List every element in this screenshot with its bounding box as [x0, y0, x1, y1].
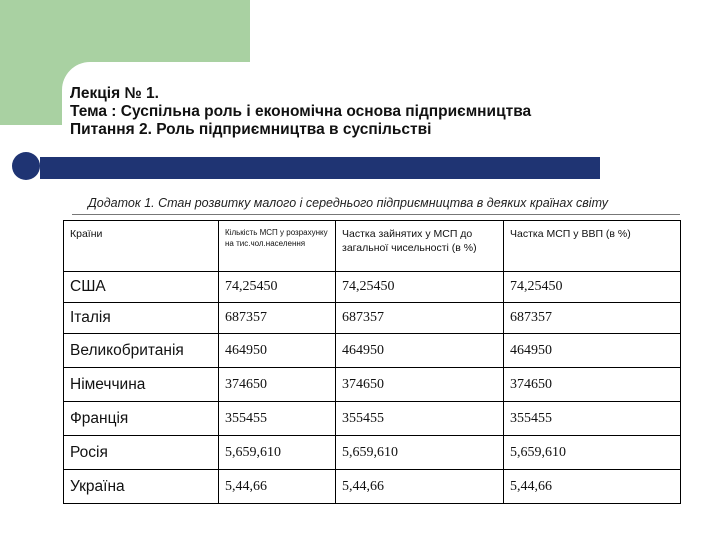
decorative-bar — [40, 157, 600, 179]
question-line: Питання 2. Роль підприємництва в суспільстві — [70, 121, 432, 138]
header-employment-share: Частка зайнятих у МСП до загальної чисельності (в %) — [336, 221, 504, 272]
gdp-share-cell: 464950 — [504, 334, 681, 368]
sme-count-cell: 5,659,610 — [219, 436, 336, 470]
lecture-number-line: Лекція № 1. — [70, 85, 159, 102]
header-gdp-share: Частка МСП у ВВП (в %) — [504, 221, 681, 272]
employment-share-cell: 687357 — [336, 303, 504, 334]
topic-line: Тема : Суспільна роль і економічна основа підприємництва — [70, 103, 532, 120]
table-row — [64, 470, 681, 504]
country-cell: Німеччина — [64, 368, 219, 402]
sme-statistics-table — [63, 220, 681, 504]
gdp-share-cell: 5,44,66 — [504, 470, 681, 504]
sme-count-cell: 355455 — [219, 402, 336, 436]
table-header-row — [64, 221, 681, 272]
decorative-circle — [12, 152, 40, 180]
gdp-share-cell: 687357 — [504, 303, 681, 334]
sme-count-cell: 374650 — [219, 368, 336, 402]
appendix-divider — [72, 214, 680, 215]
table-row — [64, 303, 681, 334]
country-cell: Великобританія — [64, 334, 219, 368]
employment-share-cell: 355455 — [336, 402, 504, 436]
country-cell: Італія — [64, 303, 219, 334]
employment-share-cell: 374650 — [336, 368, 504, 402]
employment-share-cell: 5,44,66 — [336, 470, 504, 504]
slide-title — [70, 85, 690, 139]
table-row — [64, 368, 681, 402]
table-row — [64, 436, 681, 470]
header-sme-count: Кількість МСП у розрахунку на тис.чол.населення — [219, 221, 336, 272]
table-row — [64, 272, 681, 303]
employment-share-cell: 5,659,610 — [336, 436, 504, 470]
country-cell: Франція — [64, 402, 219, 436]
gdp-share-cell: 74,25450 — [504, 272, 681, 303]
gdp-share-cell: 5,659,610 — [504, 436, 681, 470]
header-countries: Країни — [64, 221, 219, 272]
sme-count-cell: 464950 — [219, 334, 336, 368]
country-cell: Україна — [64, 470, 219, 504]
country-cell: США — [64, 272, 219, 303]
table-row — [64, 334, 681, 368]
employment-share-cell: 464950 — [336, 334, 504, 368]
employment-share-cell: 74,25450 — [336, 272, 504, 303]
sme-count-cell: 5,44,66 — [219, 470, 336, 504]
gdp-share-cell: 374650 — [504, 368, 681, 402]
table-row — [64, 402, 681, 436]
sme-count-cell: 74,25450 — [219, 272, 336, 303]
country-cell: Росія — [64, 436, 219, 470]
gdp-share-cell: 355455 — [504, 402, 681, 436]
sme-count-cell: 687357 — [219, 303, 336, 334]
appendix-title: Додаток 1. Стан розвитку малого і середнього підприємництва в деяких країнах світу — [88, 196, 608, 210]
